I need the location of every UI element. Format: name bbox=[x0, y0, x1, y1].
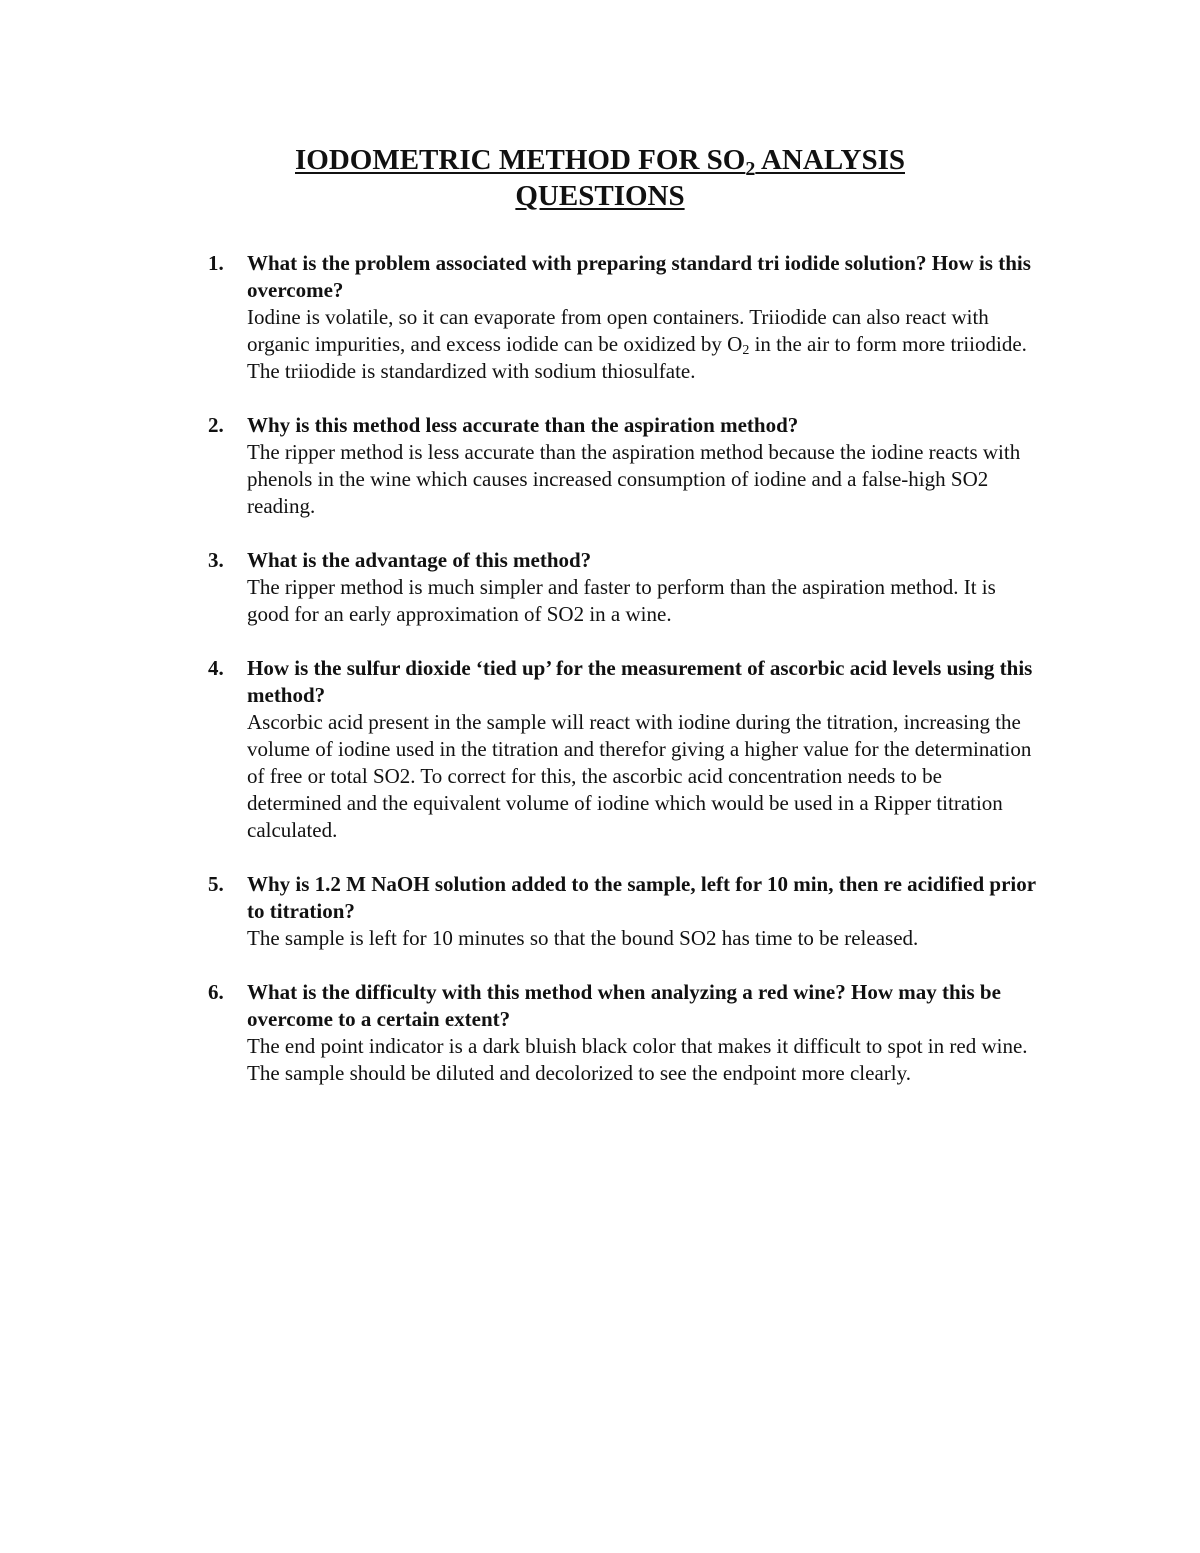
question-item-4 bbox=[0, 655, 1200, 844]
answer-text: The ripper method is much simpler and faster to perform than the aspiration method. It is good for an early approximation of SO2 in a wine. bbox=[247, 575, 996, 626]
question-body bbox=[247, 871, 1037, 952]
answer-subscript: 2 bbox=[742, 343, 750, 358]
answer-text: The ripper method is less accurate than the aspiration method because the iodine reacts with phenols in the wine which causes increased consumption of iodine and a false-high SO2 reading. bbox=[247, 440, 1021, 518]
question-item-1 bbox=[0, 250, 1200, 385]
question-number: 4. bbox=[208, 656, 224, 680]
question-item-5 bbox=[0, 871, 1200, 952]
question-text: Why is this method less accurate than the aspiration method? bbox=[247, 413, 799, 437]
answer-text: The sample is left for 10 minutes so that the bound SO2 has time to be released. bbox=[247, 926, 919, 950]
question-text: What is the problem associated with preparing standard tri iodide solution? How is this overcome? bbox=[247, 251, 1031, 302]
question-item-3 bbox=[0, 547, 1200, 628]
answer-text: Ascorbic acid present in the sample will react with iodine during the titration, increasing the volume of iodine used in the titration and therefor giving a higher value for the determination of free or total SO2. To correct for this, the ascorbic acid concentration needs to be determined and the equivalent volume of iodine which would be used in a Ripper titration calculated. bbox=[247, 710, 1032, 842]
question-body bbox=[247, 412, 1037, 520]
title-subscript: 2 bbox=[745, 158, 756, 180]
title-line-1: IODOMETRIC METHOD FOR $SO_2$ ANALYSIS bbox=[295, 144, 905, 180]
title-line-2: QUESTIONS bbox=[515, 180, 685, 212]
question-body bbox=[247, 250, 1037, 385]
question-text: What is the advantage of this method? bbox=[247, 548, 592, 572]
answer-text: Iodine is volatile, so it can evaporate from open containers. Triiodide can also react with organic impurities, and excess iodide can be oxidized by $O_2$ in the air to form more triiodide. The triiodide is standardized with sodium thiosulfate. bbox=[247, 305, 1027, 383]
question-number: 3. bbox=[208, 548, 224, 572]
question-item-6 bbox=[0, 979, 1200, 1087]
question-number: 5. bbox=[208, 872, 224, 896]
question-text: What is the difficulty with this method when analyzing a red wine? How may this be overcome to a certain extent? bbox=[247, 980, 1001, 1031]
question-text: How is the sulfur dioxide ‘tied up’ for the measurement of ascorbic acid levels using this method? bbox=[247, 656, 1033, 707]
question-body bbox=[247, 655, 1037, 844]
answer-text: The end point indicator is a dark bluish black color that makes it difficult to spot in red wine. The sample should be diluted and decolorized to see the endpoint more clearly. bbox=[247, 1034, 1028, 1085]
page-title bbox=[0, 142, 1200, 214]
question-number: 6. bbox=[208, 980, 224, 1004]
question-text: Why is 1.2 M NaOH solution added to the sample, left for 10 min, then re acidified prior to titration? bbox=[247, 872, 1036, 923]
question-number: 1. bbox=[208, 251, 224, 275]
question-item-2 bbox=[0, 412, 1200, 520]
question-number: 2. bbox=[208, 413, 224, 437]
question-list bbox=[0, 250, 1200, 1114]
question-body bbox=[247, 979, 1037, 1087]
question-body bbox=[247, 547, 1037, 628]
